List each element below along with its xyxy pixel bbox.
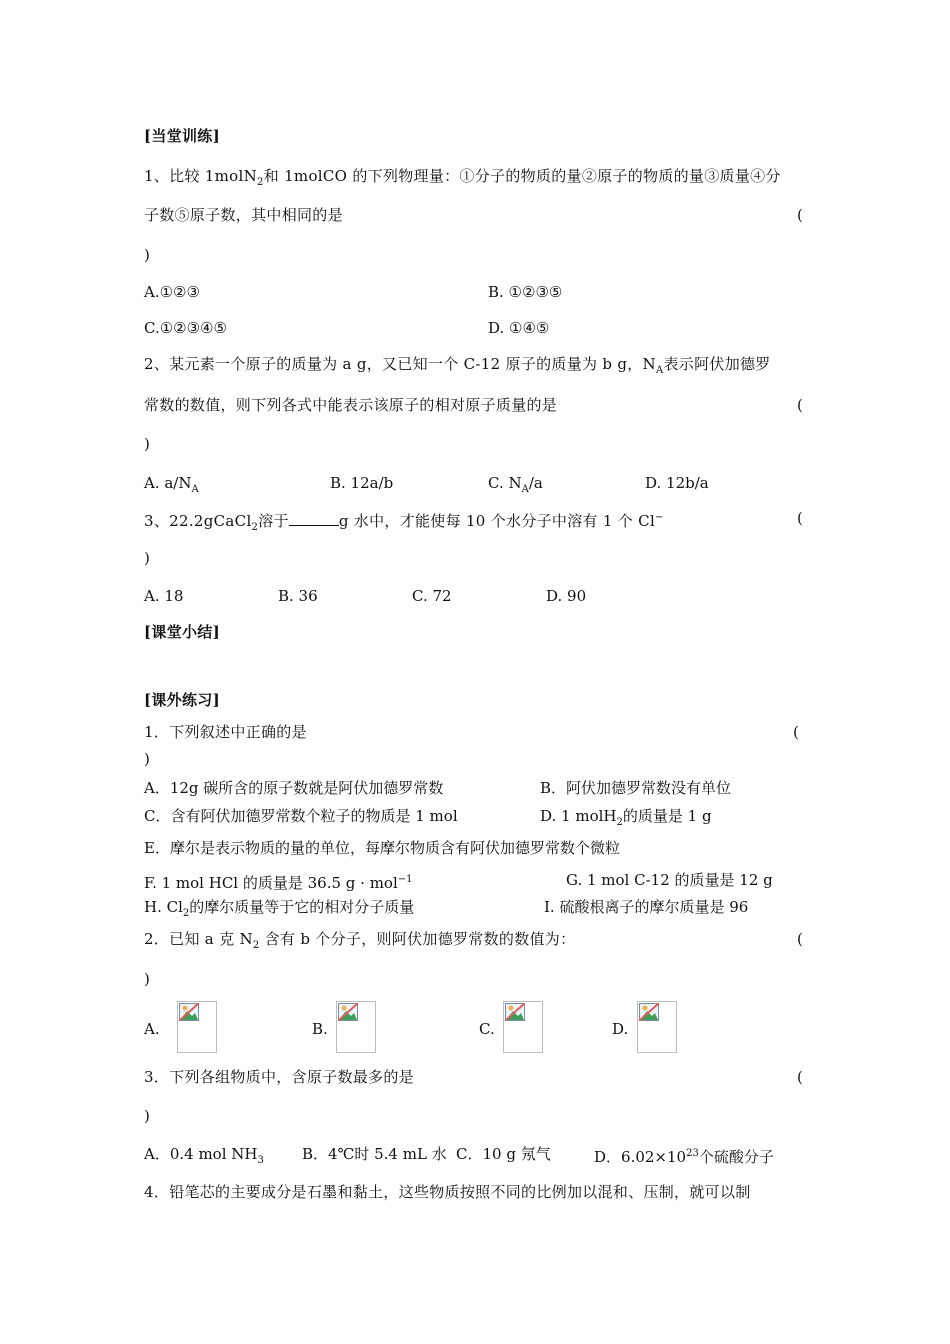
homework-q3-opt-d-sup: 23 [686, 1148, 699, 1159]
training-q2-text-a: 2、某元素一个原子的质量为 a g，又已知一个 C-12 原子的质量为 b g，N [144, 355, 656, 373]
homework-q2-paren-close: ) [144, 970, 150, 988]
broken-image-icon [639, 1003, 659, 1021]
section-heading-homework: [课外练习] [144, 691, 220, 709]
training-q2-opt-c-sub: A [521, 484, 529, 495]
homework-q2-formula-image-b [336, 1001, 376, 1053]
homework-q1-option-a: A．12g 碳所含的原子数就是阿伏加德罗常数 [144, 779, 444, 797]
training-q1-option-c: C.①②③④⑤ [144, 319, 227, 337]
homework-q3-paren-close: ) [144, 1107, 150, 1125]
homework-q1-option-b: B．阿伏加德罗常数没有单位 [540, 779, 732, 797]
training-q1-paren-open: ( [797, 206, 803, 224]
training-q2-paren-open: ( [797, 396, 803, 414]
homework-q1-option-f [144, 870, 413, 893]
training-q1-line1 [144, 166, 781, 193]
homework-q3-opt-a-text: A．0.4 mol NH [144, 1145, 258, 1163]
broken-image-icon [338, 1003, 358, 1021]
homework-q2-text-a: 2．已知 a 克 N [144, 930, 253, 948]
training-q3-paren-open: ( [797, 509, 803, 527]
training-q1-option-d: D. ①④⑤ [488, 319, 550, 337]
homework-q2-text-b: 含有 b 个分子，则阿伏加德罗常数的数值为： [259, 930, 576, 948]
broken-image-icon [505, 1003, 525, 1021]
training-q2-line2: 常数的数值，则下列各式中能表示该原子的相对原子质量的是 [144, 396, 558, 414]
training-q3-paren-close: ) [144, 549, 150, 567]
homework-q2-label-c: C. [479, 1020, 495, 1038]
section-heading-summary: [课堂小结] [144, 623, 220, 641]
training-q2-option-c [488, 473, 543, 500]
training-q3-text-c: g 水中，才能使每 10 个水分子中溶有 1 个 Cl [338, 512, 656, 530]
training-q2-paren-close: ) [144, 435, 150, 453]
training-q2-line1 [144, 354, 771, 381]
homework-q3-paren-open: ( [797, 1068, 803, 1086]
training-q3-blank [289, 511, 339, 526]
homework-q3-option-d [594, 1144, 774, 1167]
training-q1-option-b: B. ①②③⑤ [488, 283, 563, 301]
training-q1-text-a: 1、比较 1molN [144, 167, 258, 185]
training-q3-line [144, 508, 664, 538]
homework-q1-opt-d-text-a: D. 1 molH [540, 807, 617, 825]
homework-q1-paren-open: ( [793, 723, 799, 741]
training-q3-text-b: 溶于 [258, 512, 289, 530]
homework-q1-opt-d-sub: 2 [616, 817, 623, 828]
homework-q1-option-d [540, 806, 712, 833]
homework-q2-sub: 2 [252, 940, 260, 951]
training-q2-sub: A [655, 365, 664, 376]
homework-q1-option-h [144, 897, 414, 924]
homework-q1-opt-h-text-a: H. Cl [144, 898, 183, 916]
homework-q1-option-c: C．含有阿伏加德罗常数个粒子的物质是 1 mol [144, 807, 458, 825]
homework-q1-opt-f-text: F. 1 mol HCl 的质量是 36.5 g · mol [144, 874, 398, 892]
homework-q3-option-c: C．10 g 氖气 [456, 1145, 551, 1163]
training-q2-opt-c-text-a: C. N [488, 474, 522, 492]
training-q1-paren-close: ) [144, 246, 150, 264]
homework-q3-stem: 3．下列各组物质中，含原子数最多的是 [144, 1068, 414, 1086]
homework-q3-opt-d-text-a: D．6.02×10 [594, 1148, 687, 1166]
homework-q1-stem: 1．下列叙述中正确的是 [144, 723, 307, 741]
homework-q3-option-b: B．4℃时 5.4 mL 水 [302, 1145, 447, 1163]
training-q2-option-d: D. 12b/a [645, 474, 709, 492]
training-q3-text-a: 3、22.2gCaCl [144, 512, 252, 530]
homework-q2-stem [144, 929, 575, 956]
training-q3-option-d: D. 90 [546, 587, 587, 605]
homework-q1-opt-h-text-b: 的摩尔质量等于它的相对分子质量 [189, 898, 415, 916]
homework-q2-label-b: B. [312, 1020, 328, 1038]
training-q3-option-a: A. 18 [144, 587, 184, 605]
homework-q1-option-e: E．摩尔是表示物质的量的单位，每摩尔物质含有阿伏加德罗常数个微粒 [144, 839, 620, 857]
homework-q2-paren-open: ( [797, 930, 803, 948]
homework-q4-stem: 4．铅笔芯的主要成分是石墨和黏土，这些物质按照不同的比例加以混和、压制，就可以制 [144, 1183, 751, 1201]
homework-q3-option-a [144, 1144, 264, 1171]
training-q2-option-a [144, 473, 199, 500]
homework-q2-label-a: A. [144, 1020, 160, 1038]
training-q1-option-a: A.①②③ [144, 283, 200, 301]
training-q2-opt-a-text: A. a/N [144, 474, 192, 492]
training-q1-sub: 2 [257, 177, 264, 188]
homework-q1-opt-d-text-b: 的质量是 1 g [622, 807, 712, 825]
homework-q2-formula-image-d [637, 1001, 677, 1053]
homework-q1-opt-h-sub: 2 [182, 908, 190, 919]
training-q2-opt-a-sub: A [191, 484, 199, 495]
training-q3-sup: − [655, 512, 664, 523]
homework-q1-paren-close: ) [144, 750, 150, 768]
homework-q3-opt-d-text-b: 个硫酸分子 [698, 1148, 774, 1166]
homework-q1-option-g: G. 1 mol C-12 的质量是 12 g [566, 871, 773, 889]
training-q2-text-b: 表示阿伏加德罗 [663, 355, 771, 373]
training-q3-option-b: B. 36 [278, 587, 318, 605]
training-q3-option-c: C. 72 [412, 587, 452, 605]
homework-q3-opt-a-sub: 3 [257, 1155, 264, 1166]
homework-q1-option-i: I. 硫酸根离子的摩尔质量是 96 [544, 898, 749, 916]
training-q3-sub: 2 [251, 522, 259, 533]
broken-image-icon [179, 1003, 199, 1021]
homework-q1-opt-f-sup: −1 [397, 874, 413, 885]
homework-q2-label-d: D. [612, 1020, 629, 1038]
homework-q2-formula-image-a [177, 1001, 217, 1053]
homework-q2-formula-image-c [503, 1001, 543, 1053]
training-q1-line2: 子数⑤原子数，其中相同的是 [144, 206, 343, 224]
training-q1-text-b: 和 1molCO 的下列物理量：①分子的物质的量②原子的物质的量③质量④分 [263, 167, 781, 185]
training-q2-opt-c-text-b: /a [528, 474, 543, 492]
training-q2-option-b: B. 12a/b [330, 474, 394, 492]
section-heading-training: [当堂训练] [144, 127, 220, 145]
